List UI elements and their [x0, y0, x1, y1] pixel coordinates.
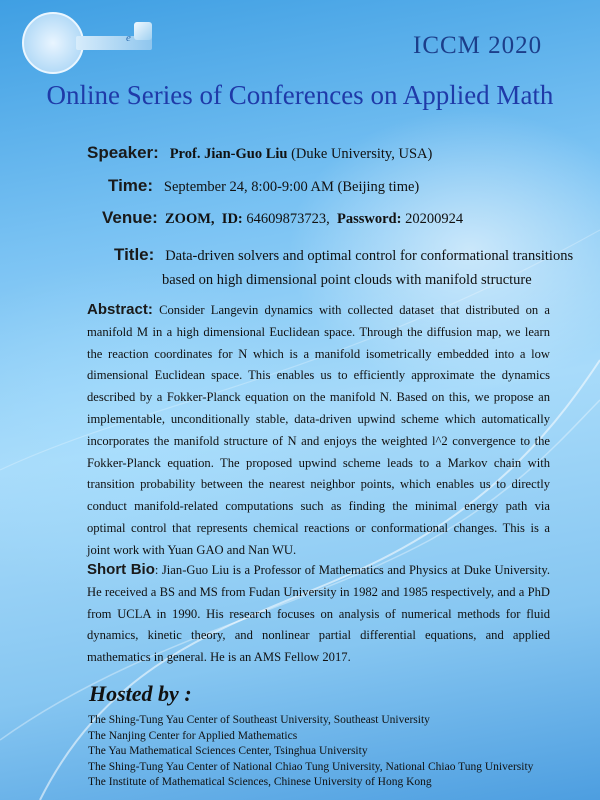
time-row: [108, 176, 419, 196]
talk-title-line1: Data-driven solvers and optimal control for conformational transitions: [165, 248, 574, 264]
host-item: The Yau Mathematical Sciences Center, Tsinghua University: [88, 745, 368, 758]
abstract-label: Abstract:: [87, 301, 153, 318]
iccm-logo: [22, 12, 152, 74]
time-label: Time:: [108, 176, 154, 195]
logo-emblem: [22, 12, 84, 74]
talk-title-label: Title:: [114, 245, 155, 264]
venue-label: Venue:: [102, 208, 158, 227]
conference-name: ICCM 2020: [413, 32, 543, 59]
speaker-row: [87, 143, 432, 163]
venue-password-value: 20200924: [405, 211, 464, 227]
speaker-name: Prof. Jian-Guo Liu: [169, 146, 288, 162]
hosted-by-heading: Hosted by :: [89, 681, 192, 706]
host-item: The Institute of Mathematical Sciences, Chinese University of Hong Kong: [88, 776, 432, 789]
abstract-text: Consider Langevin dynamics with collected dataset that distributed on a manifold M in a high dimensional Euclidean space. Through the diffusion map, we learn the reaction coordinates for N which is a manifold isometrically embedded into a low dimensional Euclidean space. This enables us to efficiently approximate the dynamics described by a Fokker-Planck equation on the manifold N. Based on this, we propose an implementable, unconditionally stable, data-driven upwind scheme which automatically incorporates the manifold structure of N and enjoys the weighted l^2 convergence to the Fokker-Planck equation. The proposed upwind scheme leads to a Markov chain with transition probability between the nearest neighbor points, which enables us to directly conduct manifold-related computations such as finding the minimal energy path via optimal control that represents chemical reactions or conformational changes. This is a joint work with Yuan GAO and Nan WU.: [87, 303, 551, 557]
talk-title-line2: based on high dimensional point clouds with manifold structure: [162, 272, 532, 288]
host-item: The Nanjing Center for Applied Mathematics: [88, 729, 298, 742]
venue-id-value: 64609873723,: [246, 211, 330, 227]
bio-paragraph: [87, 559, 550, 669]
host-item: The Shing-Tung Yau Center of National Chiao Tung University, National Chiao Tung University: [88, 760, 534, 773]
venue-row: [102, 208, 463, 228]
time-value: September 24, 8:00-9:00 AM (Beijing time): [163, 179, 420, 195]
venue-password-label: Password:: [337, 211, 402, 227]
bio-label: Short Bio: [87, 561, 155, 578]
logo-letter: e: [126, 32, 131, 44]
venue-id-label: ID:: [221, 211, 243, 227]
page-title: Online Series of Conferences on Applied Math: [46, 80, 554, 110]
host-item: The Shing-Tung Yau Center of Southeast University, Southeast University: [88, 714, 430, 726]
hosts-list: [88, 713, 533, 791]
abstract-paragraph: [87, 299, 550, 562]
logo-cross: [134, 22, 152, 40]
venue-platform: ZOOM,: [165, 211, 215, 227]
bio-text: : Jian-Guo Liu is a Professor of Mathematics and Physics at Duke University. He received a BS and MS from Fudan University in 1982 and 1985 respectively, and a PhD from UCLA in 1990. His research focuses on analysis of numerical methods for fluid dynamics, kinetic theory, and nonlinear partial differential equations, and applied mathematics in general. He is an AMS Fellow 2017.: [87, 563, 550, 665]
speaker-affiliation: (Duke University, USA): [291, 146, 433, 162]
speaker-label: Speaker:: [87, 143, 159, 162]
talk-title-row: [114, 245, 573, 265]
